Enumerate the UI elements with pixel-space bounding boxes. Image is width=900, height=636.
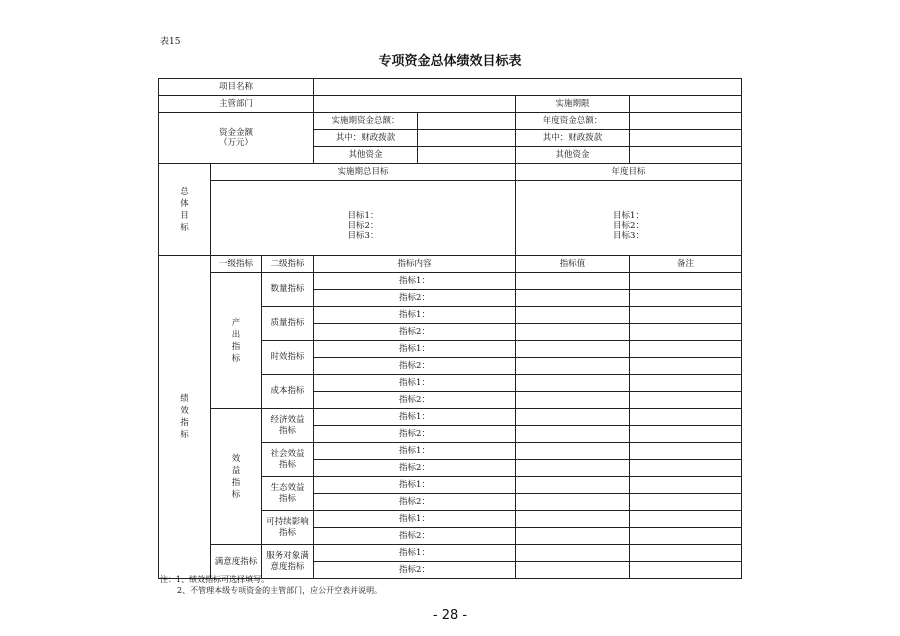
- annual-fiscal-value: [630, 130, 742, 147]
- sub-quantity: 数量指标: [262, 273, 314, 307]
- footnote-1: 注：1、绩效指标可选择填写。: [160, 575, 270, 584]
- indicator-item: 指标2：: [314, 426, 516, 443]
- indicator-value-cell: [516, 511, 630, 528]
- indicator-value-cell: [516, 528, 630, 545]
- group-output: 产出指标: [211, 273, 262, 409]
- indicator-value-cell: [516, 358, 630, 375]
- sub-quality: 质量指标: [262, 307, 314, 341]
- indicator-item: 指标2：: [314, 460, 516, 477]
- annual-goals-header: 年度目标: [516, 164, 742, 181]
- page-title: 专项资金总体绩效目标表: [378, 54, 522, 69]
- annual-goals-list: 目标1： 目标2： 目标3：: [516, 181, 742, 256]
- indicator-value-cell: [516, 545, 630, 562]
- indicator-remark-cell: [630, 494, 742, 511]
- header-remark: 备注: [630, 256, 742, 273]
- period-fiscal-value: [418, 130, 516, 147]
- indicator-value-cell: [516, 443, 630, 460]
- indicator-item: 指标2：: [314, 392, 516, 409]
- sub-service-satisfaction: 服务对象满意度指标: [262, 545, 314, 579]
- indicator-remark-cell: [630, 511, 742, 528]
- indicator-remark-cell: [630, 273, 742, 290]
- period-other-value: [418, 147, 516, 164]
- footnotes: [160, 574, 382, 596]
- indicator-value-cell: [516, 273, 630, 290]
- indicator-item: 指标1：: [314, 341, 516, 358]
- indicator-item: 指标2：: [314, 562, 516, 579]
- indicator-value-cell: [516, 392, 630, 409]
- indicator-remark-cell: [630, 460, 742, 477]
- annual-total-label: 年度资金总额：: [516, 113, 630, 130]
- indicator-remark-cell: [630, 562, 742, 579]
- indicator-item: 指标1：: [314, 477, 516, 494]
- indicator-remark-cell: [630, 341, 742, 358]
- indicator-item: 指标2：: [314, 290, 516, 307]
- group-benefit: 效益指标: [211, 409, 262, 545]
- indicator-value-cell: [516, 460, 630, 477]
- fund-amount-label: 资金金额 （万元）: [159, 113, 314, 164]
- indicator-item: 指标1：: [314, 307, 516, 324]
- indicator-remark-cell: [630, 375, 742, 392]
- indicator-value-cell: [516, 562, 630, 579]
- indicator-value-cell: [516, 324, 630, 341]
- indicator-remark-cell: [630, 409, 742, 426]
- period-label: 实施期限: [516, 96, 630, 113]
- indicator-value-cell: [516, 341, 630, 358]
- indicator-remark-cell: [630, 528, 742, 545]
- indicator-value-cell: [516, 375, 630, 392]
- indicator-value-cell: [516, 290, 630, 307]
- indicator-remark-cell: [630, 290, 742, 307]
- sub-economic: 经济效益指标: [262, 409, 314, 443]
- page-number: - 28 -: [432, 608, 468, 623]
- sub-sustainability: 可持续影响指标: [262, 511, 314, 545]
- performance-goal-table: [158, 78, 742, 579]
- indicator-value-cell: [516, 477, 630, 494]
- overall-goals-label: 总体目标: [159, 164, 211, 256]
- indicator-remark-cell: [630, 545, 742, 562]
- indicator-item: 指标2：: [314, 358, 516, 375]
- annual-fiscal-label: 其中：财政拨款: [516, 130, 630, 147]
- indicator-item: 指标1：: [314, 273, 516, 290]
- period-goals-header: 实施期总目标: [211, 164, 516, 181]
- indicator-remark-cell: [630, 477, 742, 494]
- indicator-value-cell: [516, 307, 630, 324]
- indicator-item: 指标1：: [314, 545, 516, 562]
- header-content: 指标内容: [314, 256, 516, 273]
- project-name-label: 项目名称: [159, 79, 314, 96]
- indicator-item: 指标1：: [314, 511, 516, 528]
- indicator-item: 指标1：: [314, 375, 516, 392]
- period-total-label: 实施期资金总额：: [314, 113, 418, 130]
- indicator-remark-cell: [630, 358, 742, 375]
- period-other-label: 其他资金: [314, 147, 418, 164]
- sub-social: 社会效益指标: [262, 443, 314, 477]
- period-goals-list: 目标1： 目标2： 目标3：: [211, 181, 516, 256]
- annual-total-value: [630, 113, 742, 130]
- footnote-2: 2、不管理本级专项资金的主管部门，应公开空表并说明。: [177, 586, 383, 595]
- annual-other-label: 其他资金: [516, 147, 630, 164]
- department-value: [314, 96, 516, 113]
- header-level2: 二级指标: [262, 256, 314, 273]
- header-level1: 一级指标: [211, 256, 262, 273]
- table-number-tag: 表15: [160, 37, 181, 47]
- project-name-value: [314, 79, 742, 96]
- indicator-value-cell: [516, 494, 630, 511]
- indicator-item: 指标2：: [314, 324, 516, 341]
- indicator-remark-cell: [630, 307, 742, 324]
- period-fiscal-label: 其中：财政拨款: [314, 130, 418, 147]
- indicator-remark-cell: [630, 324, 742, 341]
- sub-cost: 成本指标: [262, 375, 314, 409]
- header-value: 指标值: [516, 256, 630, 273]
- period-value: [630, 96, 742, 113]
- group-satisfaction: 满意度指标: [211, 545, 262, 579]
- indicator-item: 指标1：: [314, 443, 516, 460]
- indicator-remark-cell: [630, 426, 742, 443]
- indicator-item: 指标1：: [314, 409, 516, 426]
- indicator-remark-cell: [630, 443, 742, 460]
- annual-other-value: [630, 147, 742, 164]
- department-label: 主管部门: [159, 96, 314, 113]
- indicator-remark-cell: [630, 392, 742, 409]
- performance-indicators-label: 绩效指标: [159, 256, 211, 579]
- indicator-value-cell: [516, 409, 630, 426]
- sub-ecological: 生态效益指标: [262, 477, 314, 511]
- indicator-item: 指标2：: [314, 528, 516, 545]
- sub-timeliness: 时效指标: [262, 341, 314, 375]
- indicator-value-cell: [516, 426, 630, 443]
- indicator-item: 指标2：: [314, 494, 516, 511]
- period-total-value: [418, 113, 516, 130]
